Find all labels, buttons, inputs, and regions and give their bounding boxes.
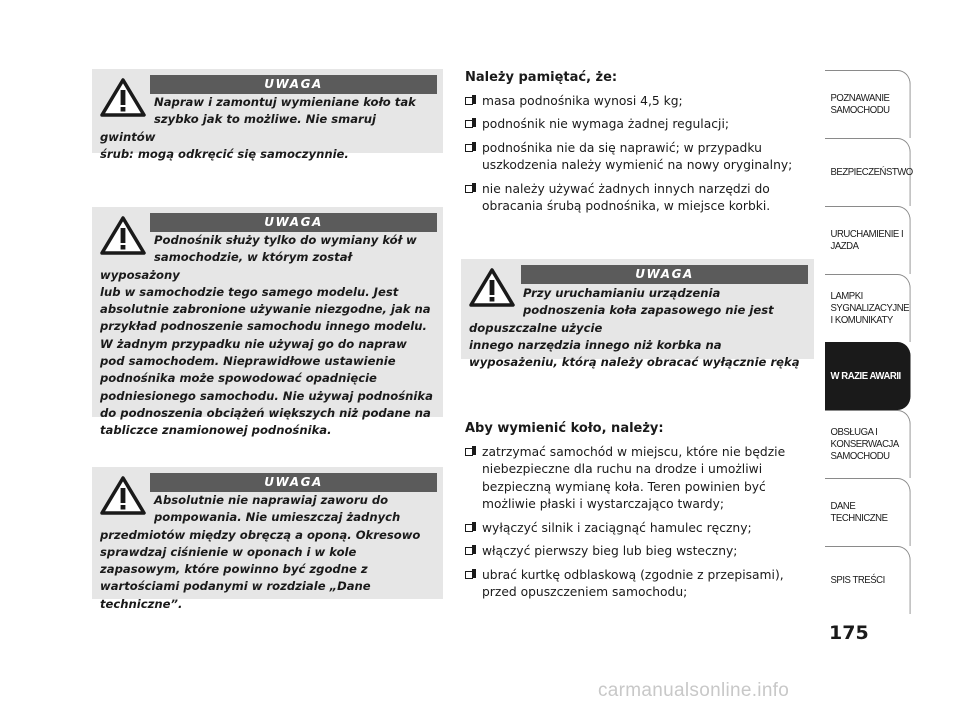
nav-tab-w-razie-awarii[interactable]: W RAZIE AWARII <box>825 342 911 410</box>
checkbox-bullet-icon <box>465 97 473 105</box>
remember-list <box>465 93 810 216</box>
steps-list <box>465 444 810 602</box>
list-item-text: włączyć pierwszy bieg lub bieg wsteczny; <box>482 544 738 558</box>
chapter-nav <box>825 70 918 614</box>
list-item-text: podnośnik nie wymaga żadnej regulacji; <box>482 117 730 131</box>
warning-triangle-icon <box>469 267 515 307</box>
warning-box-1 <box>92 69 443 161</box>
warning-body-text: innego narzędzia innego niż korbka na wyposażeniu, którą należy obracać wyłącznie ręką <box>469 337 800 370</box>
list-item <box>465 181 810 216</box>
checkbox-bullet-icon <box>465 547 473 555</box>
warning-header: UWAGA <box>150 473 437 492</box>
warning-triangle-icon <box>100 475 146 515</box>
list-item <box>465 93 810 111</box>
list-item-text: wyłączyć silnik i zaciągnąć hamulec ręczny; <box>482 520 752 535</box>
nav-tab-poznawanie[interactable]: POZNAWANIE SAMOCHODU <box>825 70 911 138</box>
list-item-text: nie należy używać żadnych innych narzędzi do obracania śrubą podnośnika, w miejsce korbki. <box>482 181 771 213</box>
list-item-text: masa podnośnika wynosi 4,5 kg; <box>482 93 683 108</box>
list-item-text: zatrzymać samochód w miejscu, które nie będzie niebezpieczne dla ruchu na drodze i umożliwi bezpieczną wymianę koła. Teren powinien być możliwie płaski i wystarczająco twardy; <box>482 444 786 511</box>
nav-tab-lampki[interactable]: LAMPKI SYGNALIZACYJNE I KOMUNIKATY <box>825 274 911 342</box>
checkbox-bullet-icon <box>465 448 473 456</box>
warning-body-text: śrub: mogą odkręcić się samoczynnie. <box>100 146 349 161</box>
steps-section <box>465 420 810 608</box>
list-item <box>465 520 810 538</box>
warning-lead-text: Przy uruchamianiu urządzenia podnoszenia koła zapasowego nie jest dopuszczalne użycie <box>469 286 774 335</box>
warning-box-2 <box>92 207 443 438</box>
checkbox-bullet-icon <box>465 185 473 193</box>
warning-lead-text: Podnośnik służy tylko do wymiany kół w samochodzie, w którym został wyposażony <box>100 233 417 282</box>
warning-box-right <box>461 259 814 370</box>
warning-triangle-icon <box>100 215 146 255</box>
warning-lead-text: Absolutnie nie naprawiaj zaworu do pompowania. Nie umieszczaj żadnych <box>154 493 401 525</box>
checkbox-bullet-icon <box>465 144 473 152</box>
list-item-text: ubrać kurtkę odblaskową (zgodnie z przepisami), przed opuszczeniem samochodu; <box>482 567 784 599</box>
warning-triangle-icon <box>100 77 146 117</box>
warning-header: UWAGA <box>150 213 437 232</box>
nav-tab-uruchamienie[interactable]: URUCHAMIENIE I JAZDA <box>825 206 911 274</box>
nav-tab-spis-tresci[interactable]: SPIS TREŚCI <box>825 546 911 614</box>
warning-lead-text: Napraw i zamontuj wymieniane koło tak szybko jak to możliwe. Nie smaruj gwintów <box>100 95 416 144</box>
warning-header: UWAGA <box>521 265 808 284</box>
remember-section <box>465 69 810 222</box>
warning-header: UWAGA <box>150 75 437 94</box>
list-item <box>465 567 810 602</box>
nav-tab-obsluga[interactable]: OBSŁUGA I KONSERWACJA SAMOCHODU <box>825 410 911 478</box>
list-item <box>465 543 810 561</box>
list-item <box>465 116 810 134</box>
page-number: 175 <box>829 622 869 644</box>
list-item-text: podnośnika nie da się naprawić; w przypadku uszkodzenia należy wymienić na nowy oryginalny; <box>482 140 793 172</box>
checkbox-bullet-icon <box>465 524 473 532</box>
checkbox-bullet-icon <box>465 120 473 128</box>
section-title: Należy pamiętać, że: <box>465 70 618 85</box>
warning-body-text: przedmiotów między obręczą a oponą. Okresowo sprawdzaj ciśnienie w oponach i w kole zapasowym, które powinno być zgodne z wartościami podanymi w rozdziale „Dane techniczne”. <box>100 527 421 611</box>
list-item <box>465 444 810 514</box>
nav-tab-bezpieczenstwo[interactable]: BEZPIECZEŃSTWO <box>825 138 911 206</box>
warning-box-3 <box>92 467 443 611</box>
list-item <box>465 140 810 175</box>
watermark: carmanualsonline.info <box>598 680 790 701</box>
warning-body-text: lub w samochodzie tego samego modelu. Jest absolutnie zabronione używanie niezgodne, jak na przykład podnoszenie samochodu innego modelu. W żadnym przypadku nie używaj go do napraw pod samochodem. Nieprawidłowe ustawienie podnośnika może spowodować opadnięcie podniesionego samochodu. Nie używaj podnośnika do podnoszenia obciążeń większych niż podane na tabliczce znamionowej podnośnika. <box>100 284 433 438</box>
checkbox-bullet-icon <box>465 571 473 579</box>
nav-tab-dane-techniczne[interactable]: DANE TECHNICZNE <box>825 478 911 546</box>
section-title: Aby wymienić koło, należy: <box>465 421 664 436</box>
